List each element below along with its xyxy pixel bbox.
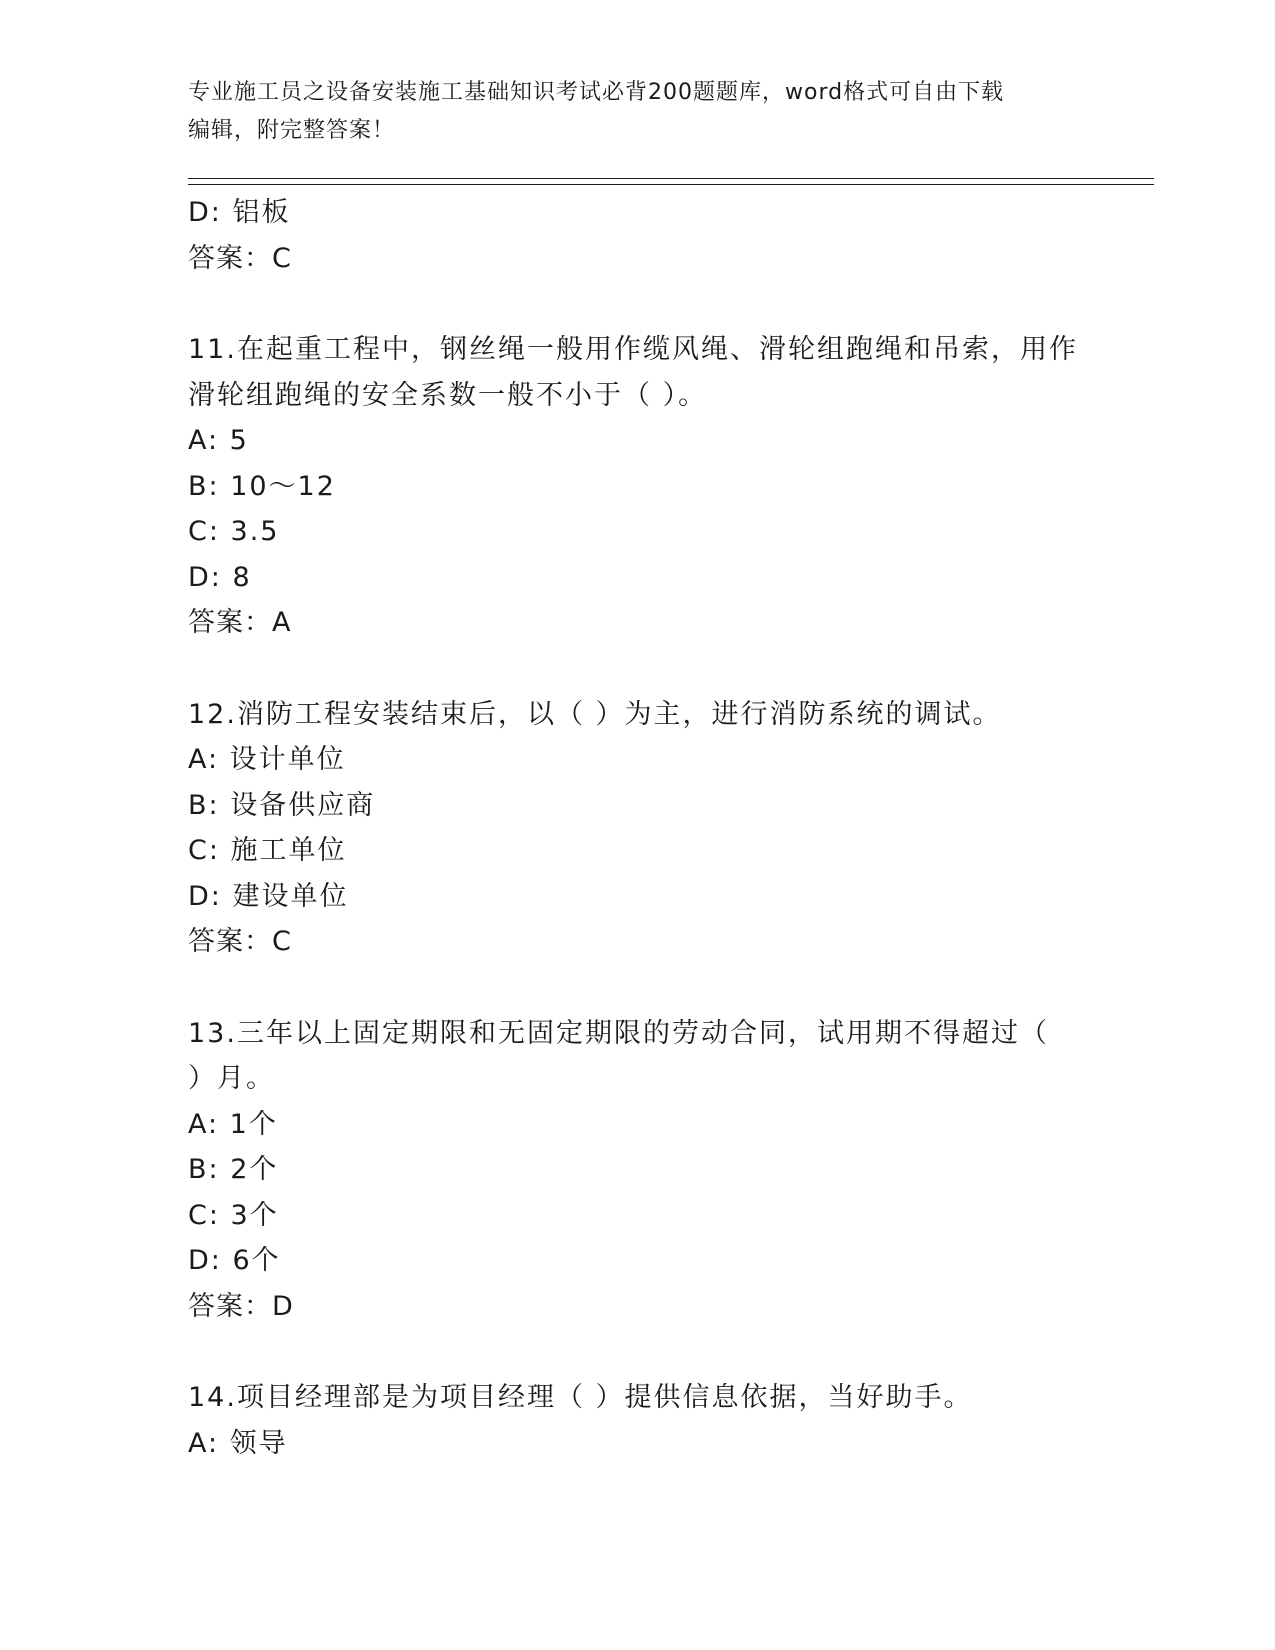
question-content: [188, 190, 1088, 1466]
option-a: A: 设计单位: [188, 744, 346, 775]
question-block-14: [188, 1375, 1088, 1466]
answer-line: 答案：C: [188, 242, 292, 274]
spacer: [188, 281, 1088, 327]
question-block-12: [188, 692, 1088, 965]
question-block-prev: [188, 190, 1088, 281]
question-stem-line: 滑轮组跑绳的安全系数一般不小于（ ）。: [188, 379, 708, 411]
option-a: A: 领导: [188, 1427, 288, 1459]
question-block-11: [188, 327, 1088, 646]
question-stem-line: 11.在起重工程中，钢丝绳一般用作缆风绳、滑轮组跑绳和吊索，用作: [188, 334, 1078, 365]
header-divider-bottom: [188, 184, 1154, 185]
answer-line: 答案：C: [188, 926, 292, 957]
question-stem-line: 14.项目经理部是为项目经理（ ）提供信息依据，当好助手。: [188, 1382, 973, 1413]
option-a: A: 1个: [188, 1108, 278, 1140]
option-c: C: 施工单位: [188, 835, 347, 866]
option-b: B: 10～12: [188, 470, 336, 502]
question-block-13: [188, 1011, 1088, 1330]
option-d: D: 建设单位: [188, 880, 349, 912]
option-d: D: 8: [188, 561, 252, 593]
question-stem-line: 13.三年以上固定期限和无固定期限的劳动合同，试用期不得超过（: [188, 1017, 1049, 1049]
option-d: D: 6个: [188, 1245, 281, 1276]
option-b: B: 2个: [188, 1154, 279, 1185]
page-header: [188, 74, 1068, 150]
question-stem-line: ）月。: [188, 1063, 275, 1094]
header-line-2: 编辑，附完整答案！: [188, 118, 396, 143]
option-c: C: 3.5: [188, 516, 280, 547]
header-line-1: 专业施工员之设备安装施工基础知识考试必背200题题库，word格式可自由下载: [188, 80, 1005, 105]
spacer: [188, 646, 1088, 692]
option-a: A: 5: [188, 425, 249, 456]
spacer: [188, 965, 1088, 1011]
question-stem-line: 12.消防工程安装结束后，以（ ）为主，进行消防系统的调试。: [188, 698, 1002, 730]
spacer: [188, 1329, 1088, 1375]
answer-line: 答案：D: [188, 1290, 294, 1322]
option-c: C: 3个: [188, 1199, 279, 1231]
option-b: B: 设备供应商: [188, 789, 376, 821]
option-d: D: 铝板: [188, 197, 291, 228]
answer-line: 答案：A: [188, 607, 292, 638]
header-divider-top: [188, 178, 1154, 179]
